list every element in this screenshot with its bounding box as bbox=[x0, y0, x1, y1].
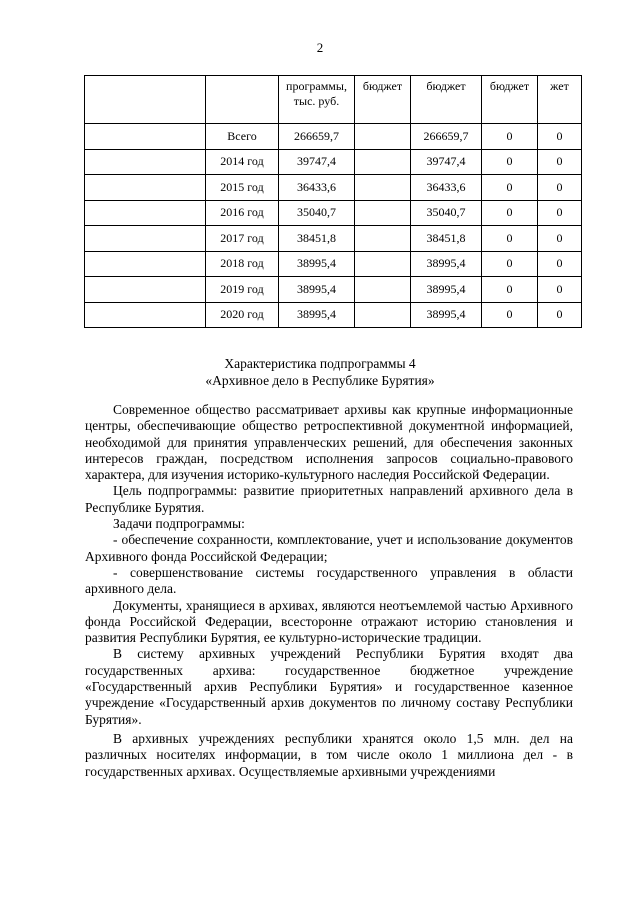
table-cell-empty bbox=[85, 200, 206, 226]
paragraph: В систему архивных учреждений Республики Бурятия входят два государственных архива: государственное бюджетное учреждение «Государственный архив Республики Бурятия» и государственное казенное учреждение «Государственный архив документов по личному составу Республики Бурятия». bbox=[85, 646, 573, 727]
table-row bbox=[85, 277, 582, 303]
page-number: 2 bbox=[316, 40, 324, 55]
table-row bbox=[85, 175, 582, 201]
table-header-cell: бюджет bbox=[411, 76, 482, 124]
paragraph: - обеспечение сохранности, комплектование, учет и использование документов Архивного фонда Российской Федерации; bbox=[85, 532, 573, 564]
cell-other: 0 bbox=[538, 200, 582, 226]
table-row bbox=[85, 226, 582, 252]
cell-total: 266659,7 bbox=[279, 124, 355, 150]
table-header-cell: бюджет bbox=[355, 76, 411, 124]
cell-total: 38451,8 bbox=[279, 226, 355, 252]
cell-other: 0 bbox=[538, 124, 582, 150]
cell-other: 0 bbox=[538, 302, 582, 328]
cell-republic: 36433,6 bbox=[411, 175, 482, 201]
budget-table bbox=[84, 75, 582, 328]
cell-total: 38995,4 bbox=[279, 277, 355, 303]
cell-republic: 38995,4 bbox=[411, 251, 482, 277]
cell-municipal: 0 bbox=[482, 251, 538, 277]
cell-other: 0 bbox=[538, 226, 582, 252]
cell-republic: 38451,8 bbox=[411, 226, 482, 252]
cell-other: 0 bbox=[538, 175, 582, 201]
cell-municipal: 0 bbox=[482, 302, 538, 328]
cell-federal bbox=[355, 149, 411, 175]
cell-federal bbox=[355, 302, 411, 328]
table-header-cell: программы, тыс. руб. bbox=[279, 76, 355, 124]
row-label: 2018 год bbox=[206, 251, 279, 277]
cell-total: 38995,4 bbox=[279, 302, 355, 328]
cell-municipal: 0 bbox=[482, 200, 538, 226]
table-cell-empty bbox=[85, 302, 206, 328]
paragraph: Цель подпрограммы: развитие приоритетных направлений архивного дела в Республике Бурятия. bbox=[85, 483, 573, 515]
cell-other: 0 bbox=[538, 251, 582, 277]
table-row bbox=[85, 251, 582, 277]
cell-total: 35040,7 bbox=[279, 200, 355, 226]
body-text bbox=[85, 402, 573, 780]
row-label: 2015 год bbox=[206, 175, 279, 201]
cell-municipal: 0 bbox=[482, 175, 538, 201]
row-label: 2017 год bbox=[206, 226, 279, 252]
table-cell-empty bbox=[85, 251, 206, 277]
table-header-cell bbox=[206, 76, 279, 124]
paragraph: Документы, хранящиеся в архивах, являются неотъемлемой частью Архивного фонда Российской Федерации, всесторонне отражают историю становления и развития Республики Бурятия, ее культурно-исторические традиции. bbox=[85, 597, 573, 646]
row-label: 2016 год bbox=[206, 200, 279, 226]
table-cell-empty bbox=[85, 149, 206, 175]
paragraph: В архивных учреждениях республики хранятся около 1,5 млн. дел на различных носителях информации, в том числе около 1 миллиона дел - в государственных архивах. Осуществляемые архивными учреждениями bbox=[85, 730, 573, 779]
cell-federal bbox=[355, 277, 411, 303]
cell-republic: 38995,4 bbox=[411, 277, 482, 303]
table-header-cell: жет bbox=[538, 76, 582, 124]
cell-republic: 39747,4 bbox=[411, 149, 482, 175]
row-label: Всего bbox=[206, 124, 279, 150]
table-cell-empty bbox=[85, 277, 206, 303]
table-cell-empty bbox=[85, 124, 206, 150]
cell-federal bbox=[355, 251, 411, 277]
cell-municipal: 0 bbox=[482, 124, 538, 150]
cell-municipal: 0 bbox=[482, 277, 538, 303]
cell-federal bbox=[355, 226, 411, 252]
table-cell-empty bbox=[85, 226, 206, 252]
table-header-cell bbox=[85, 76, 206, 124]
cell-federal bbox=[355, 200, 411, 226]
cell-republic: 266659,7 bbox=[411, 124, 482, 150]
table-row bbox=[85, 124, 582, 150]
cell-federal bbox=[355, 175, 411, 201]
table-row bbox=[85, 149, 582, 175]
cell-total: 38995,4 bbox=[279, 251, 355, 277]
cell-total: 36433,6 bbox=[279, 175, 355, 201]
row-label: 2014 год bbox=[206, 149, 279, 175]
table-cell-empty bbox=[85, 175, 206, 201]
cell-municipal: 0 bbox=[482, 149, 538, 175]
heading-line-1: Характеристика подпрограммы 4 bbox=[224, 356, 416, 371]
cell-federal bbox=[355, 124, 411, 150]
row-label: 2020 год bbox=[206, 302, 279, 328]
table-row bbox=[85, 302, 582, 328]
table-header-row bbox=[85, 76, 582, 124]
cell-republic: 38995,4 bbox=[411, 302, 482, 328]
cell-republic: 35040,7 bbox=[411, 200, 482, 226]
paragraph: - совершенствование системы государственного управления в области архивного дела. bbox=[85, 564, 573, 597]
table-row bbox=[85, 200, 582, 226]
paragraph: Задачи подпрограммы: bbox=[113, 516, 245, 532]
cell-municipal: 0 bbox=[482, 226, 538, 252]
section-heading bbox=[0, 355, 640, 389]
heading-line-2: «Архивное дело в Республике Бурятия» bbox=[205, 373, 435, 388]
cell-other: 0 bbox=[538, 277, 582, 303]
row-label: 2019 год bbox=[206, 277, 279, 303]
paragraph: Современное общество рассматривает архивы как крупные информационные центры, обеспечивающие общество ретроспективной документной информацией, необходимой для принятия управленческих решений, для обеспечения законных интересов граждан, посредством исполнения запросов социально-правового характера, для изучения историко-культурного наследия Российской Федерации. bbox=[85, 402, 573, 483]
cell-other: 0 bbox=[538, 149, 582, 175]
cell-total: 39747,4 bbox=[279, 149, 355, 175]
table-header-cell: бюджет bbox=[482, 76, 538, 124]
